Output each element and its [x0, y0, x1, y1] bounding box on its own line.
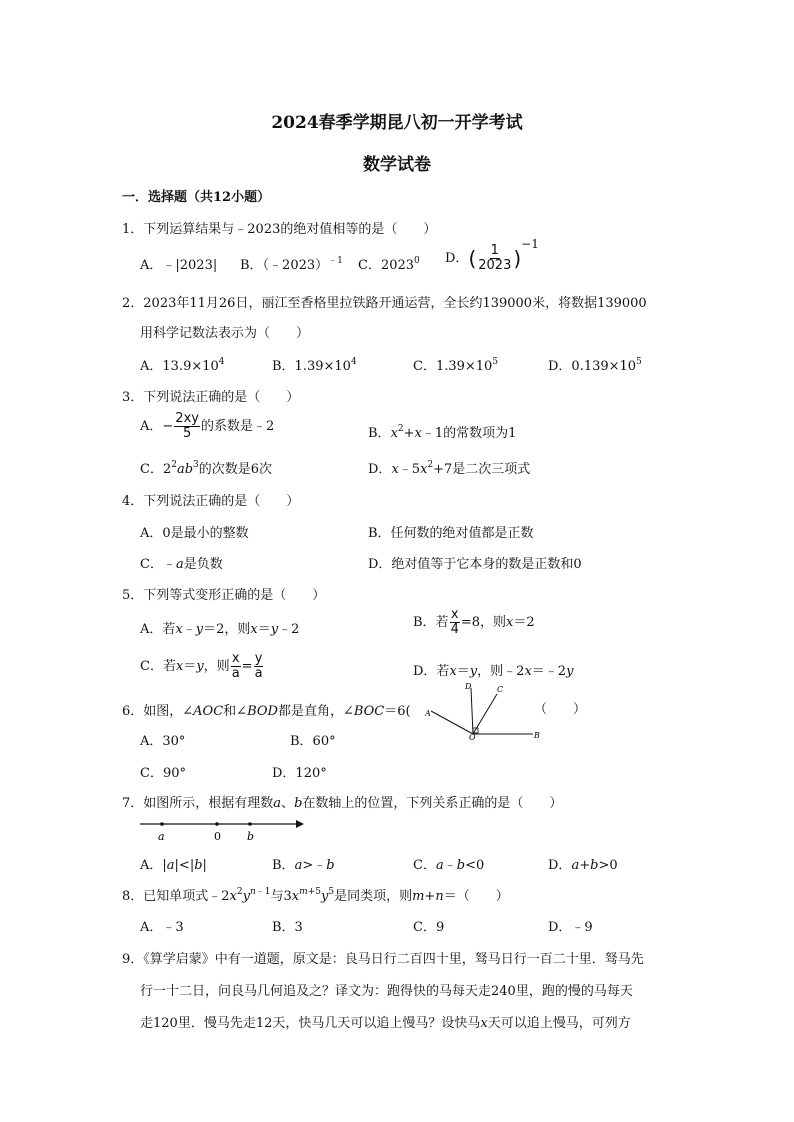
q6-option-a: A．30°	[140, 734, 186, 749]
point-0	[215, 822, 219, 826]
q3-option-b: B．$x^2+x﹣1$的常数项为1	[368, 424, 517, 441]
q8-option-d: D．﹣9	[548, 920, 593, 935]
q2-option-a: A．$13.9\times 10^4$	[140, 357, 225, 374]
q5-stem: 5．下列等式变形正确的是（ ）	[122, 588, 326, 603]
axis-arrow	[296, 820, 304, 828]
q6-option-b: B．60°	[290, 734, 336, 749]
q5-c-fraction-1: $\frac{x}{a}$	[231, 651, 240, 681]
q5-option-d: D．若x＝y，则﹣2x＝﹣2y	[413, 664, 574, 679]
angle-figure	[425, 678, 545, 740]
q3-option-a: A．− $\frac{2xy}{5}$ 的系数是﹣2	[140, 411, 275, 441]
q4-option-c: C．﹣a是负数	[140, 557, 223, 572]
label-o: O	[469, 733, 476, 740]
exam-subtitle: 数学试卷	[363, 155, 431, 175]
q2-option-c: C．$1.39\times 10^5$	[413, 357, 499, 374]
exam-title: 2024春季学期昆八初一开学考试	[271, 113, 523, 133]
q5-option-b: B．若 $\frac{x}{4}$ =8，则x＝2	[413, 607, 535, 637]
q6-stem: 6．如图，∠AOC和∠BOD都是直角，∠BOC＝6(	[122, 704, 411, 719]
q7-option-b: B．a>﹣b	[272, 858, 335, 873]
q4-option-b: B．任何数的绝对值都是正数	[368, 526, 534, 541]
q3-stem: 3．下列说法正确的是（ ）	[122, 390, 300, 405]
q7-option-a: A．|a|<|b|	[140, 858, 207, 873]
q9-line2: 行一十二日，问良马几何追及之？译文为：跑得快的马每天走240里，跑的慢的马每天	[140, 984, 633, 999]
q1-stem: 1．下列运算结果与﹣2023的绝对值相等的是（ ）	[122, 222, 437, 237]
label-a: A	[425, 709, 431, 718]
q2-stem-line2: 用科学记数法表示为（ ）	[140, 326, 310, 341]
q1-d-fraction: $\frac{1}{2023}$	[478, 243, 512, 273]
q1-option-d: D．( $\frac{1}{2023}$ )$^{-1}$	[445, 237, 539, 273]
q7-option-c: C．a﹣b<0	[413, 858, 485, 873]
q6-option-d: D．120°	[272, 766, 327, 781]
q3-option-c: C．$2^2ab^3$的次数是6次	[140, 460, 273, 477]
q5-option-c: C．若x＝y，则 $\frac{x}{a}$ = $\frac{y}{a}$	[140, 651, 263, 681]
q2-option-b: B．$1.39\times 10^4$	[272, 357, 357, 374]
q4-stem: 4．下列说法正确的是（ ）	[122, 494, 300, 509]
number-line	[138, 814, 310, 842]
q5-c-fraction-2: $\frac{y}{a}$	[254, 651, 263, 681]
q7-option-d: D．a+b>0	[548, 858, 618, 873]
q7-stem: 7．如图所示，根据有理数a、b在数轴上的位置，下列关系正确的是（ ）	[122, 796, 563, 811]
q2-option-d: D．$0.139\times 10^5$	[548, 357, 642, 374]
q4-option-a: A．0是最小的整数	[140, 526, 249, 541]
point-a	[160, 822, 164, 826]
axis-label-0: 0	[214, 830, 221, 842]
section-title: 一．选择题（共12小题）	[122, 190, 271, 205]
q2-stem-line1: 2．2023年11月26日，丽江至香格里拉铁路开通运营，全长约139000米，将数据139000	[122, 296, 647, 311]
q3-a-fraction: $\frac{2xy}{5}$	[175, 411, 199, 441]
q8-option-b: B．3	[272, 920, 303, 935]
q1-option-c: C．2023$^0$	[358, 256, 420, 273]
axis-label-a: a	[158, 830, 165, 842]
q1-option-a: A．﹣|2023|	[140, 258, 218, 273]
q3-option-d: D．$x﹣5x^2+7$是二次三项式	[368, 460, 531, 477]
ray-oa	[431, 711, 473, 734]
q5-option-a: A．若x﹣y＝2，则x＝y﹣2	[140, 622, 300, 637]
q4-option-d: D．绝对值等于它本身的数是正数和0	[368, 557, 582, 572]
q1-option-b: B．（﹣2023）$^{﹣1}$	[240, 256, 343, 273]
label-d: D	[465, 682, 472, 691]
axis-label-b: b	[247, 830, 255, 842]
label-b: B	[534, 731, 540, 740]
q5-b-fraction: $\frac{x}{4}$	[450, 607, 459, 637]
q6-option-c: C．90°	[140, 766, 186, 781]
q6-answer-paren: （ ）	[534, 702, 587, 717]
label-c: C	[497, 685, 504, 694]
q8-stem: 8．已知单项式$﹣2x^2y^{n﹣1}$与$3x^{m+5}y^5$是同类项，则m+n＝（ ）	[122, 887, 509, 904]
point-b	[248, 822, 252, 826]
q8-option-a: A．﹣3	[140, 920, 184, 935]
q9-line1: 9．《算学启蒙》中有一道题，原文是：良马日行二百四十里，驽马日行一百二十里．驽马先	[122, 952, 644, 967]
ray-od	[471, 688, 473, 734]
q8-option-c: C．9	[413, 920, 445, 935]
q9-line3: 走120里．慢马先走12天，快马几天可以追上慢马？设快马x天可以追上慢马，可列方	[140, 1016, 631, 1031]
